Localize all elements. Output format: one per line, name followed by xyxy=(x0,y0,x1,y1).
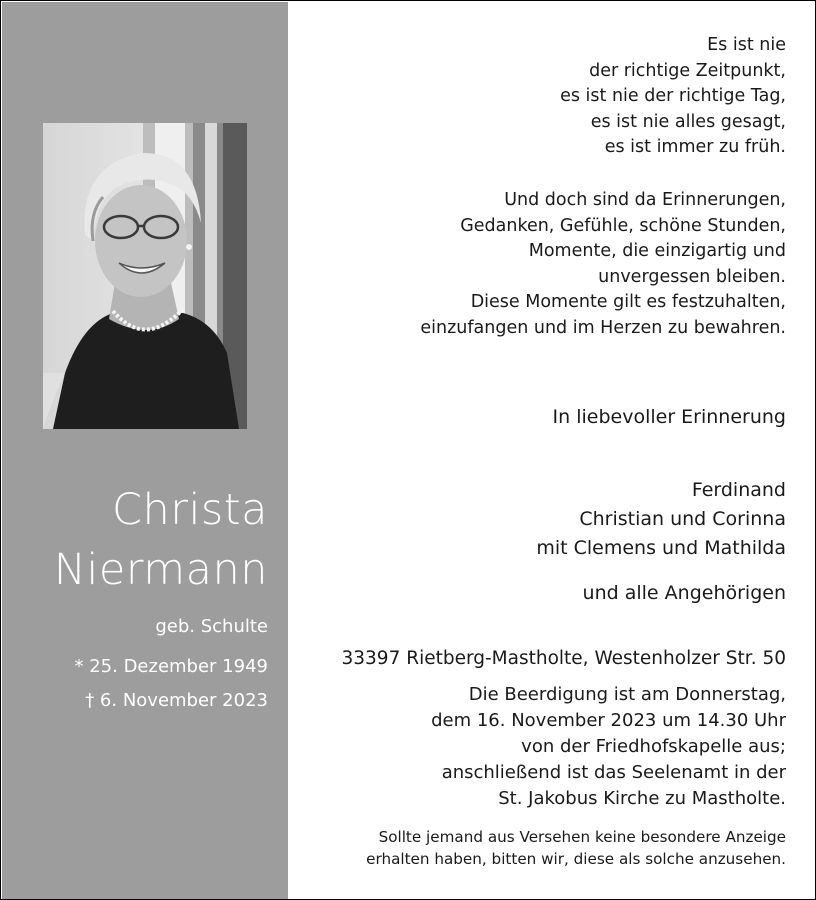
address-line xyxy=(306,646,786,672)
funeral-line: St. Jakobus Kirche zu Mastholte. xyxy=(498,788,786,809)
funeral-info xyxy=(306,682,786,812)
funeral-line: dem 16. November 2023 um 14.30 Uhr xyxy=(431,710,786,731)
notice-line: erhalten haben, bitten wir, diese als solche anzusehen. xyxy=(366,849,786,868)
poem-line: einzufangen und im Herzen zu bewahren. xyxy=(420,317,786,338)
mourners-block xyxy=(306,476,786,563)
deceased-first-name: Christa xyxy=(111,485,268,535)
mourner-name: mit Clemens und Mathilda xyxy=(536,537,786,559)
funeral-line: von der Friedhofskapelle aus; xyxy=(521,736,786,757)
poem-line: Gedanken, Gefühle, schöne Stunden, xyxy=(460,215,786,236)
deceased-last-name: Niermann xyxy=(53,545,268,595)
mourner-name: Ferdinand xyxy=(691,479,786,501)
portrait-photo xyxy=(43,123,247,429)
poem-line: Diese Momente gilt es festzuhalten, xyxy=(470,292,786,312)
poem-line: Und doch sind da Erinnerungen, xyxy=(504,190,786,210)
birth-date: * 25. Dezember 1949 xyxy=(74,656,268,677)
death-date: † 6. November 2023 xyxy=(85,690,268,711)
remembrance-line xyxy=(306,403,786,431)
funeral-line: anschließend ist das Seelenamt in der xyxy=(441,762,786,783)
right-panel xyxy=(288,2,816,899)
maiden-name: geb. Schulte xyxy=(155,616,268,637)
mourner-name: Christian und Corinna xyxy=(579,508,786,530)
poem-line: unvergessen bleiben. xyxy=(598,266,786,287)
poem-line: es ist nie der richtige Tag, xyxy=(560,86,786,106)
relatives-line xyxy=(306,579,786,608)
poem-line: Momente, die einzigartig und xyxy=(528,241,786,261)
address-text: 33397 Rietberg-Mastholte, Westenholzer Str. 50 xyxy=(341,648,786,669)
poem-stanza-2 xyxy=(306,188,786,341)
notice-line: Sollte jemand aus Versehen keine besondere Anzeige xyxy=(378,828,786,846)
remembrance-text: In liebevoller Erinnerung xyxy=(552,406,786,428)
left-panel xyxy=(2,2,288,899)
relatives-text: und alle Angehörigen xyxy=(582,582,786,604)
notice-block xyxy=(306,827,786,870)
poem-line: es ist immer zu früh. xyxy=(604,137,786,157)
poem-line: der richtige Zeitpunkt, xyxy=(589,60,786,81)
poem-line: es ist nie alles gesagt, xyxy=(590,111,786,132)
funeral-line: Die Beerdigung ist am Donnerstag, xyxy=(468,684,786,705)
poem-line: Es ist nie xyxy=(707,35,786,55)
poem-stanza-1 xyxy=(306,33,786,161)
